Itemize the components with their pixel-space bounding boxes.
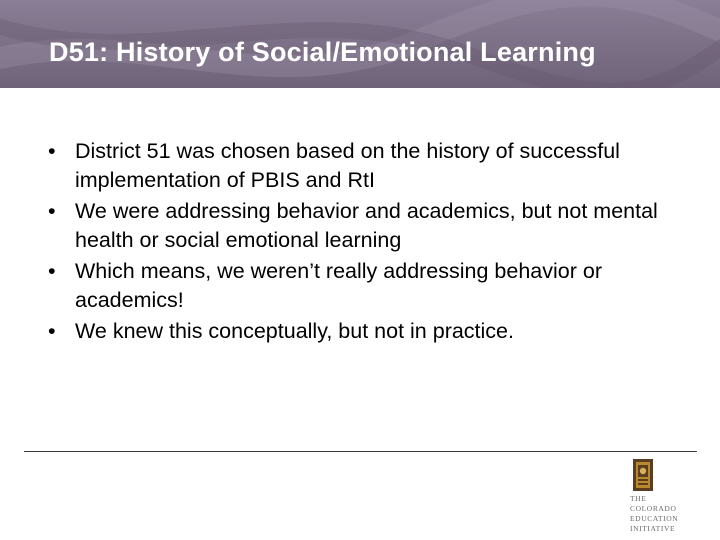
colorado-education-initiative-logo: [626, 458, 690, 538]
slide-title: D51: History of Social/Emotional Learning: [49, 37, 596, 67]
bullet-marker: •: [48, 319, 56, 343]
bullet-text: We were addressing behavior and academics, but not mental health or social emotional learning: [75, 199, 658, 252]
bullet-marker: •: [48, 199, 56, 223]
logo-emblem-icon: [632, 458, 654, 492]
bullet-text: Which means, we weren’t really addressing behavior or academics!: [75, 259, 602, 312]
footer-divider: [24, 451, 697, 452]
bullet-text: We knew this conceptually, but not in practice.: [75, 319, 514, 343]
logo-line-education: EDUCATION: [630, 514, 679, 523]
bullet-marker: •: [48, 259, 56, 283]
bullet-marker: •: [48, 139, 56, 163]
bullet-item: [48, 257, 698, 314]
bullet-item: [48, 137, 698, 194]
logo-line-initiative: INITIATIVE: [630, 524, 676, 533]
bullet-item: [48, 317, 698, 346]
bullet-item: [48, 197, 698, 254]
bullet-text: District 51 was chosen based on the history of successful implementation of PBIS and RtI: [75, 139, 620, 192]
logo-line-colorado: COLORADO: [630, 504, 677, 513]
logo-line-the: THE: [630, 494, 647, 503]
logo-wordmark: [630, 494, 692, 534]
bullet-list: [48, 137, 698, 349]
title-bar: [0, 0, 720, 88]
